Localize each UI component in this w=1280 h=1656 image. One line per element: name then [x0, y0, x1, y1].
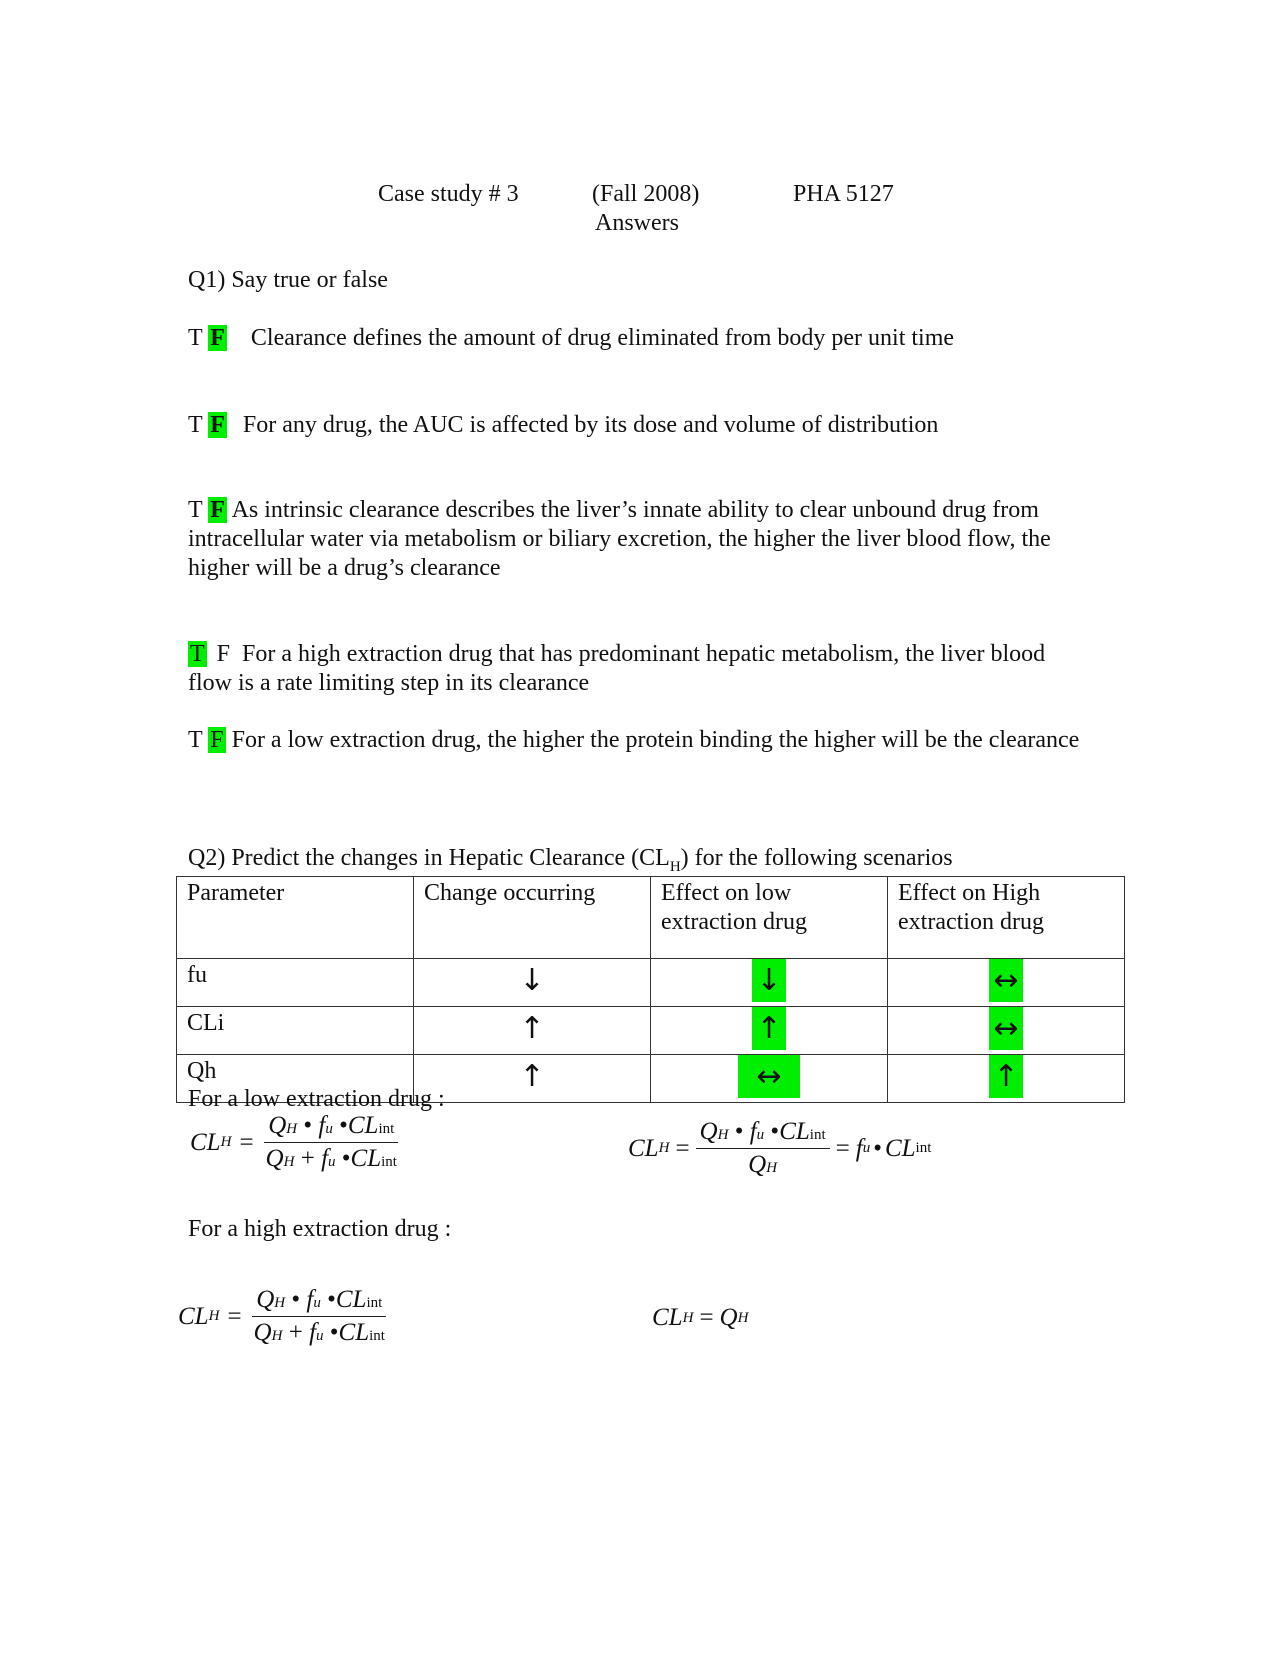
statement-text: As intrinsic clearance describes the liver’s innate ability to clear unbound drug from intracellular water via metabolism or biliary excretion, the higher the liver blood flow, the higher will be a drug’s clearance	[188, 497, 1051, 581]
statement-text: Clearance defines the amount of drug eliminated from body per unit time	[250, 325, 955, 351]
param-cell: Qh	[177, 1055, 414, 1103]
true-option: T	[188, 412, 203, 438]
false-option-selected: F	[210, 497, 225, 523]
header-low-extraction: Effect on low extraction drug	[651, 877, 888, 959]
up-arrow-icon: ↑	[519, 1011, 545, 1046]
formula-high-general: CL H = $\frac{\text{QH • fu •CLint}}{\text{QH + fu •CLint}}$	[178, 1286, 385, 1346]
param-cell: fu	[177, 959, 414, 1007]
q1-item-3	[188, 496, 1100, 583]
high-extraction-label: For a high extraction drug :	[188, 1216, 452, 1242]
true-option: T	[188, 497, 203, 523]
false-option-selected: F	[210, 325, 225, 351]
header-parameter: Parameter	[177, 877, 414, 959]
false-option-selected: F	[210, 727, 224, 753]
statement-text: For a low extraction drug, the higher the protein binding the higher will be the clearance	[231, 727, 1080, 753]
no-change-arrow-icon: ↔	[888, 1007, 1124, 1050]
low-extraction-label: For a low extraction drug :	[188, 1086, 445, 1112]
answers-label: Answers	[595, 210, 679, 236]
table-header-row	[177, 877, 1125, 959]
up-arrow-icon: ↑	[519, 1059, 545, 1094]
up-arrow-icon: ↑	[888, 1055, 1124, 1098]
statement-text: For a high extraction drug that has predominant hepatic metabolism, the liver blood flow is a rate limiting step in its clearance	[188, 641, 1046, 696]
formula-high-simplified: CL H = Q H	[652, 1304, 749, 1331]
down-arrow-icon: ↓	[651, 959, 887, 1002]
q1-title: Q1) Say true or false	[188, 267, 388, 293]
true-option-selected: T	[190, 641, 205, 667]
q1-item-2	[188, 411, 938, 440]
hepatic-clearance-table	[176, 876, 1125, 1103]
course-code: PHA 5127	[793, 181, 894, 207]
q1-item-4	[188, 640, 1048, 698]
q1-item-1	[188, 324, 954, 353]
true-option: T	[188, 727, 203, 753]
header-change: Change occurring	[414, 877, 651, 959]
header-high-extraction: Effect on High extraction drug	[888, 877, 1125, 959]
q1-item-5	[188, 726, 1100, 755]
term: (Fall 2008)	[592, 181, 700, 207]
q2-title: Q2) Predict the changes in Hepatic Clearance $(CL_H)$ for the following scenarios	[188, 845, 953, 875]
no-change-arrow-icon: ↔	[651, 1055, 887, 1098]
param-cell: CLi	[177, 1007, 414, 1055]
statement-text: For any drug, the AUC is affected by its dose and volume of distribution	[242, 412, 939, 438]
false-option-selected: F	[210, 412, 225, 438]
true-option: T	[188, 325, 203, 351]
case-title: Case study # 3	[378, 181, 519, 207]
formula-low-general: CL H = $\frac{\text{QH • fu •CLint}}{\text{QH + fu •CLint}}$	[190, 1112, 397, 1172]
up-arrow-icon: ↑	[651, 1007, 887, 1050]
false-option: F	[216, 641, 231, 667]
formula-low-simplified: CL H = $\frac{\text{QH • fu •CLint}}{QH}$ = f u • CL int	[628, 1118, 932, 1178]
table-row	[177, 1007, 1125, 1055]
table-row	[177, 959, 1125, 1007]
no-change-arrow-icon: ↔	[888, 959, 1124, 1002]
down-arrow-icon: ↓	[519, 963, 545, 998]
